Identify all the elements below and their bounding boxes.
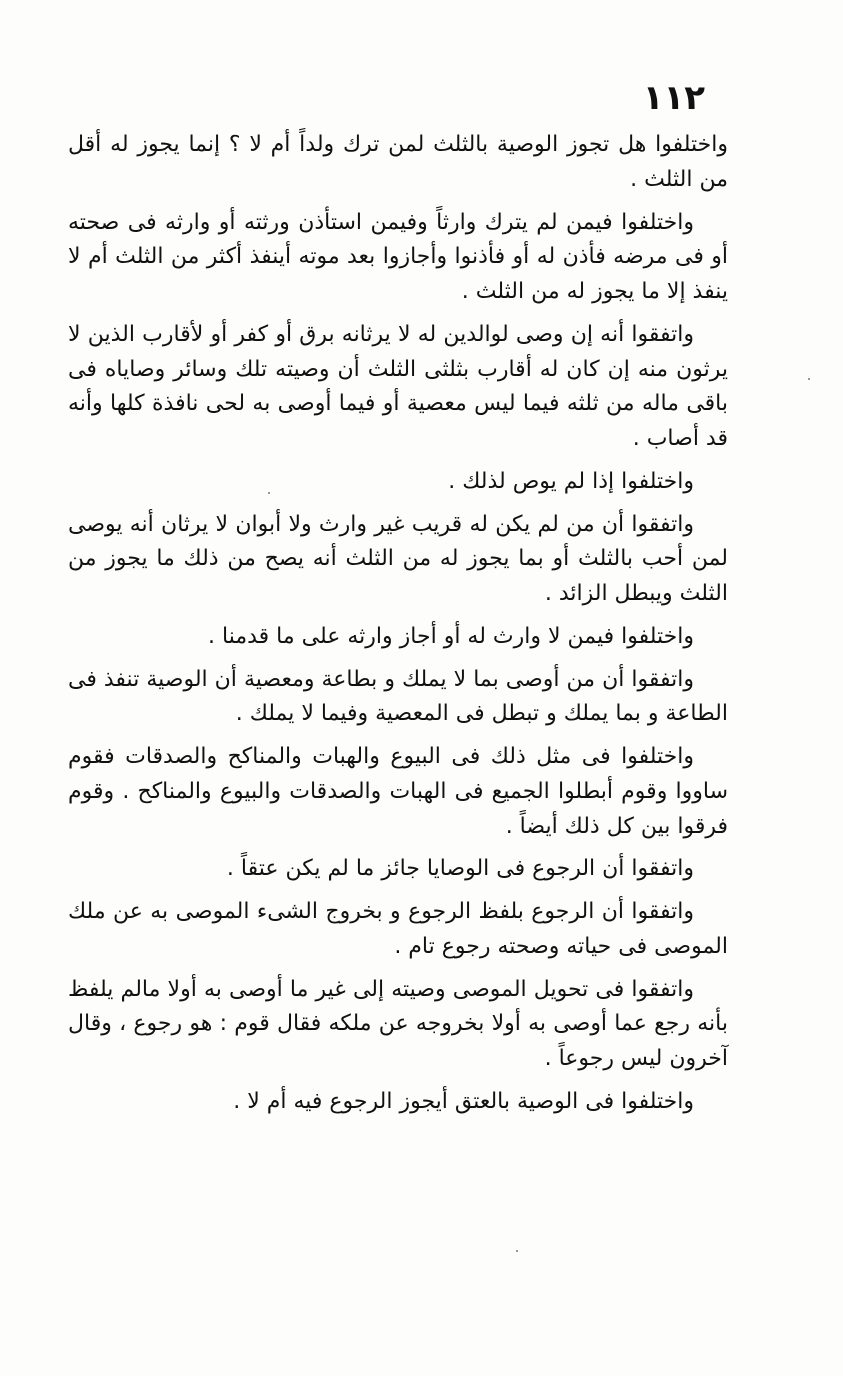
- scan-speck: [808, 378, 810, 380]
- paragraph-1: واختلفوا هل تجوز الوصية بالثلث لمن ترك ولداً أم لا ؟ إنما يجوز له أقل من الثلث .: [68, 132, 728, 192]
- paragraph-11: واتفقوا فى تحويل الموصى وصيته إلى غير ما أوصى به أولا مالم يلفظ بأنه رجع عما أوصى به أولا بخروجه عن ملكه فقال قوم : هو رجوع ، وقال آخرون ليس رجوعاً .: [68, 976, 728, 1071]
- scan-speck: [516, 1250, 518, 1252]
- paragraph-4: واختلفوا إذا لم يوص لذلك .: [448, 468, 694, 494]
- page-number: ١١٢: [642, 78, 705, 118]
- paragraph-10: واتفقوا أن الرجوع بلفظ الرجوع و بخروج الشىء الموصى به عن ملك الموصى فى حياته وصحته رجوع تام .: [68, 899, 728, 959]
- paragraph-9: واتفقوا أن الرجوع فى الوصايا جائز ما لم يكن عتقاً .: [226, 856, 694, 882]
- paragraph-5: واتفقوا أن من لم يكن له قريب غير وارث ولا أبوان لا يرثان أنه يوصى لمن أحب بالثلث أو بما يجوز له من الثلث أنه يصح من ذلك ما يجوز من الثلث ويبطل الزائد .: [68, 511, 728, 606]
- scan-speck: [268, 492, 270, 494]
- paragraph-3: واتفقوا أنه إن وصى لوالدين له لا يرثانه برق أو كفر أو لأقارب الذين لا يرثون منه إن كان له أقارب بثلثى الثلث أن وصيته تلك وسائر وصاياه فى باقى ماله من ثلثه فيما ليس معصية أو فيما أوصى به لحى نافذة كلها وأنه قد أصاب .: [68, 321, 728, 451]
- paragraph-7: واتفقوا أن من أوصى بما لا يملك و بطاعة ومعصية أن الوصية تنفذ فى الطاعة و بما يملك و تبطل فى المعصية وفيما لا يملك .: [68, 666, 728, 727]
- paragraph-8: واختلفوا فى مثل ذلك فى البيوع والهبات والمناكح والصدقات فقوم ساووا وقوم أبطلوا الجميع فى الهبات والصدقات والبيوع والمناكح . وقوم فرقوا بين كل ذلك أيضاً .: [68, 744, 728, 839]
- paragraph-6: واختلفوا فيمن لا وارث له أو أجاز وارثه على ما قدمنا .: [208, 623, 694, 649]
- body-text: [68, 128, 728, 1128]
- paragraph-12: واختلفوا فى الوصية بالعتق أيجوز الرجوع فيه أم لا .: [233, 1088, 694, 1114]
- paragraph-2: واختلفوا فيمن لم يترك وارثاً وفيمن استأذن ورثته أو وارثه فى صحته أو فى مرضه فأذن له أو فأذنوا وأجازوا بعد موته أينفذ أكثر من الثلث أم لا ينفذ إلا ما يجوز له من الثلث .: [68, 209, 728, 304]
